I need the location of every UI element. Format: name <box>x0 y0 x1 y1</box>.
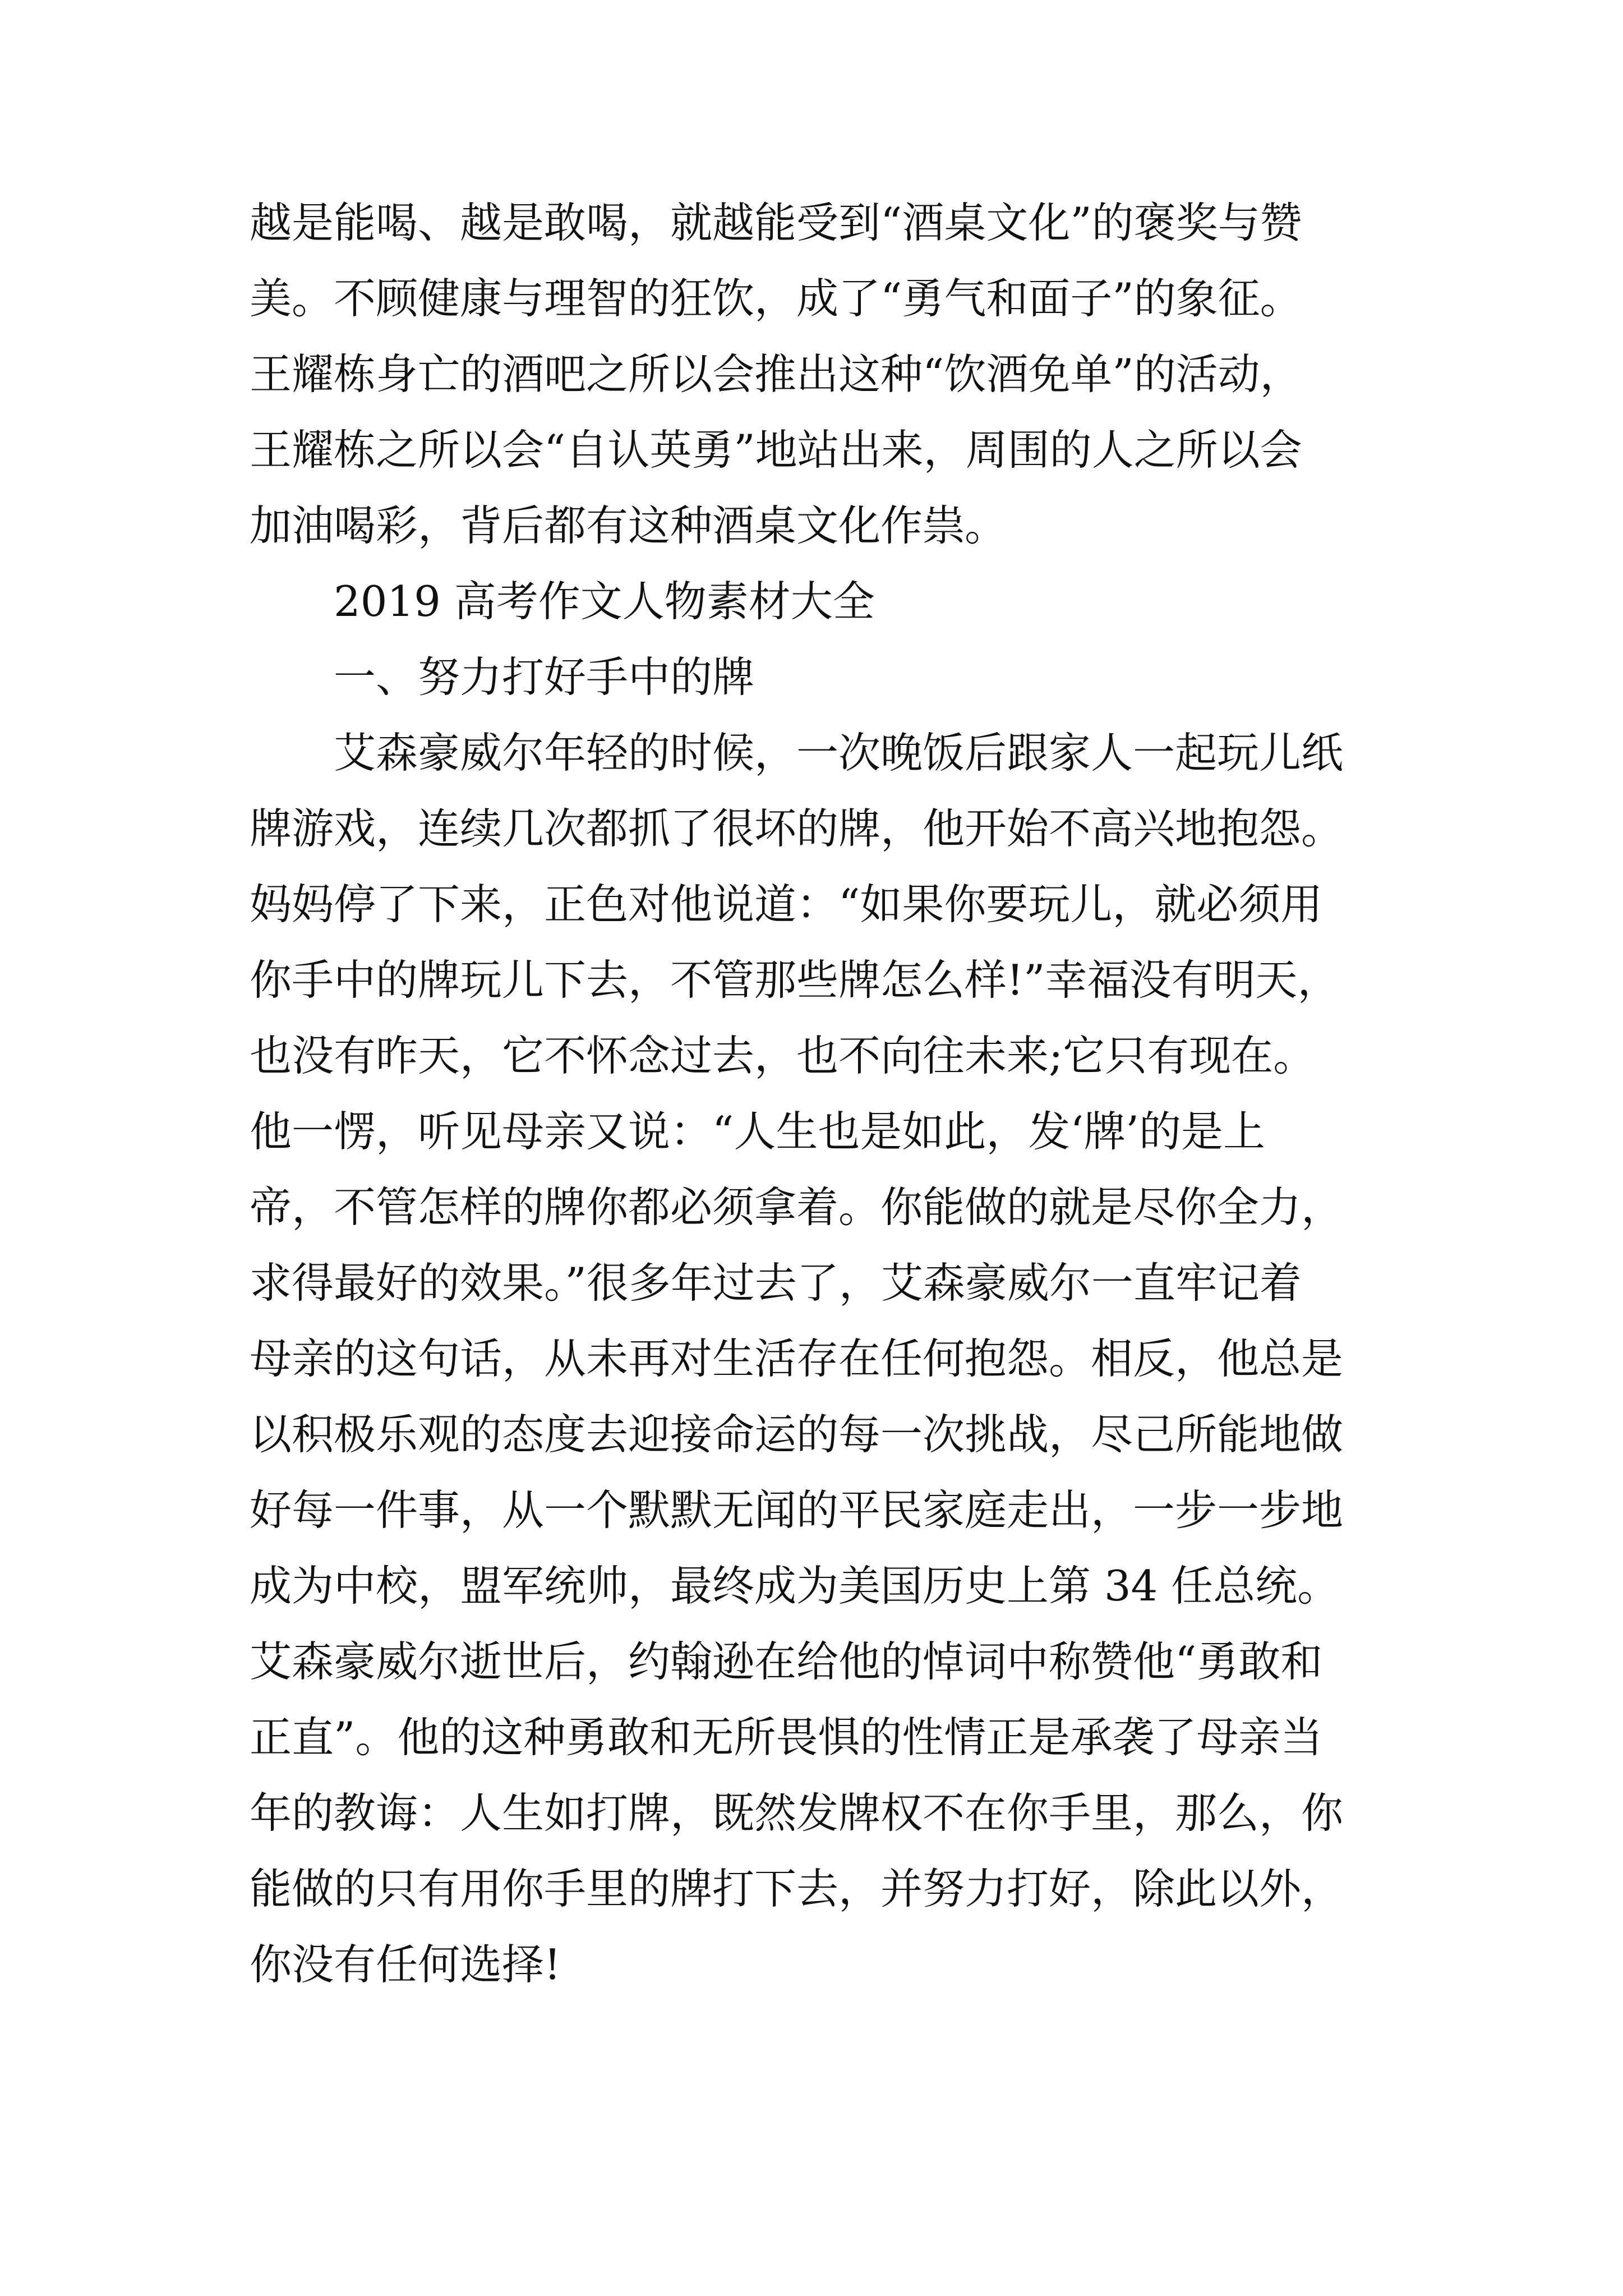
text-line: 正直”。他的这种勇敢和无所畏惧的性情正是承袭了母亲当 <box>250 1713 1323 1762</box>
text-line: 王耀栋之所以会“自认英勇”地站出来，周围的人之所以会 <box>250 425 1302 475</box>
text-line: 你手中的牌玩儿下去，不管那些牌怎么样!”幸福没有明天， <box>250 955 1340 1005</box>
document-body <box>250 185 1405 2003</box>
text-line: 越是能喝、越是敢喝，就越能受到“酒桌文化”的褒奖与赞 <box>250 198 1302 247</box>
text-line: 年的教诲：人生如打牌，既然发牌权不在你手里，那么，你 <box>250 1788 1344 1838</box>
text-line: 你没有任何选择! <box>250 1940 561 1989</box>
section-heading: 2019 高考作文人物素材大全 <box>334 577 875 626</box>
text-line: 艾森豪威尔年轻的时候，一次晚饭后跟家人一起玩儿纸 <box>334 728 1344 777</box>
text-line: 母亲的这句话，从未再对生活存在任何抱怨。相反，他总是 <box>250 1334 1344 1383</box>
text-line: 王耀栋身亡的酒吧之所以会推出这种“饮酒免单”的活动， <box>250 349 1302 399</box>
text-line: 好每一件事，从一个默默无闻的平民家庭走出，一步一步地 <box>250 1485 1344 1535</box>
text-line: 他一愣，听见母亲又说：“人生也是如此，发‘牌’的是上 <box>250 1107 1266 1156</box>
text-line: 求得最好的效果。”很多年过去了，艾森豪威尔一直牢记着 <box>250 1258 1302 1308</box>
text-line: 以积极乐观的态度去迎接命运的每一次挑战，尽己所能地做 <box>250 1410 1344 1459</box>
text-line: 加油喝彩，背后都有这种酒桌文化作祟。 <box>250 501 1007 550</box>
text-line: 帝，不管怎样的牌你都必须拿着。你能做的就是尽你全力， <box>250 1182 1344 1232</box>
text-line: 妈妈停了下来，正色对他说道：“如果你要玩儿，就必须用 <box>250 880 1323 929</box>
text-line: 也没有昨天，它不怀念过去，也不向往未来;它只有现在。 <box>250 1031 1316 1080</box>
text-line: 美。不顾健康与理智的狂饮，成了“勇气和面子”的象征。 <box>250 274 1302 323</box>
subsection-heading: 一、努力打好手中的牌 <box>334 652 755 702</box>
text-line: 艾森豪威尔逝世后，约翰逊在给他的悼词中称赞他“勇敢和 <box>250 1637 1323 1686</box>
text-line: 牌游戏，连续几次都抓了很坏的牌，他开始不高兴地抱怨。 <box>250 804 1344 853</box>
text-line: 能做的只有用你手里的牌打下去，并努力打好，除此以外， <box>250 1864 1344 1913</box>
text-line: 成为中校，盟军统帅，最终成为美国历史上第 34 任总统。 <box>250 1561 1340 1611</box>
